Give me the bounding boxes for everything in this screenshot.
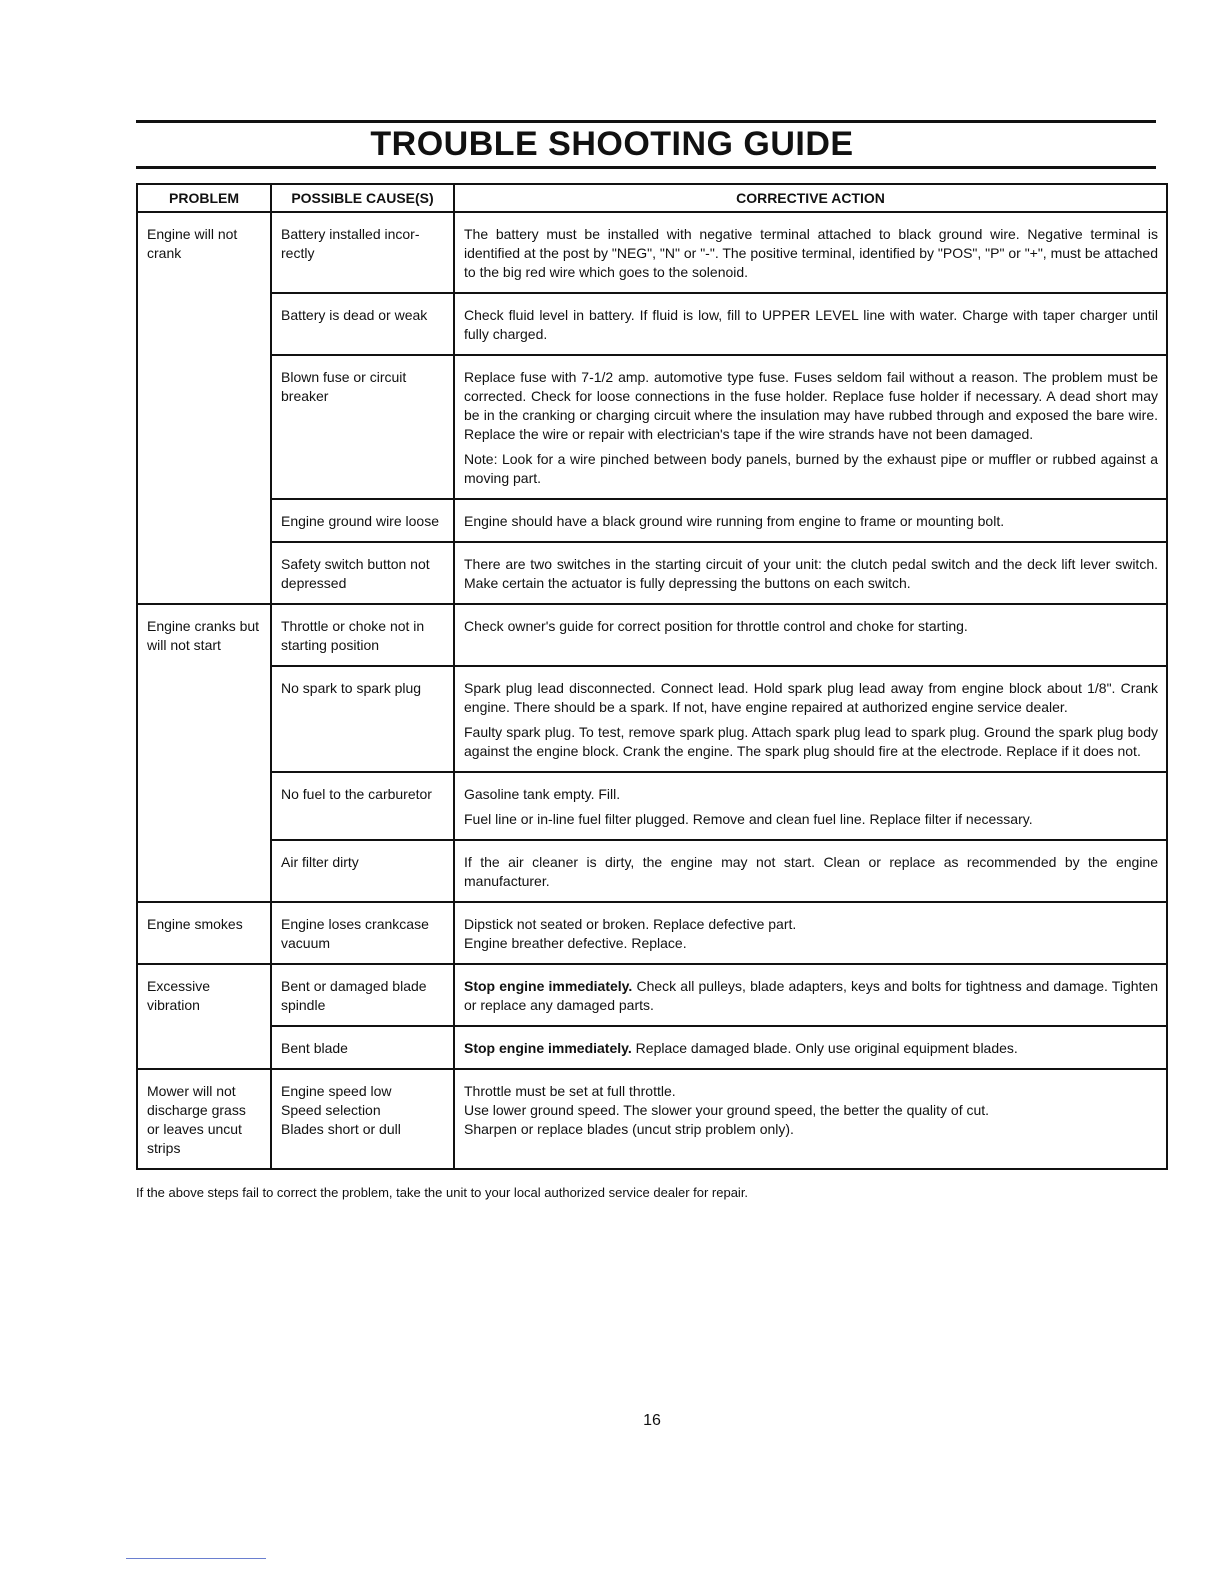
table-row — [137, 1069, 1167, 1169]
cause-cell — [271, 293, 454, 355]
action-paragraph — [464, 853, 1158, 891]
action-cell — [454, 964, 1167, 1026]
action-text: Dipstick not seated or broken. Replace defective part. — [464, 916, 797, 932]
action-cell — [454, 840, 1167, 902]
cause-cell — [271, 772, 454, 840]
action-text: Throttle must be set at full throttle. — [464, 1083, 676, 1099]
troubleshooting-table — [136, 183, 1168, 1170]
header-action: CORRECTIVE ACTION — [454, 184, 1167, 212]
cause-cell — [271, 666, 454, 772]
cause-cell — [271, 1026, 454, 1069]
cause-cell — [271, 355, 454, 499]
action-warning: Stop engine immediately. — [464, 1040, 632, 1056]
action-cell — [454, 1026, 1167, 1069]
cause-cell — [271, 840, 454, 902]
page-content — [136, 183, 1168, 1431]
table-row — [137, 902, 1167, 964]
action-cell — [454, 1069, 1167, 1169]
cause-text: Engine speed low — [281, 1083, 392, 1099]
action-paragraph — [464, 1039, 1158, 1058]
action-text: Spark plug lead disconnected. Connect lead. Hold spark plug lead away from engine block about 1/8". Crank engine. There should be a spark. If not, have engine repaired at authorized engine service dealer. — [464, 680, 1158, 715]
action-paragraph — [464, 1082, 1158, 1101]
action-text: Note: Look for a wire pinched between body panels, burned by the exhaust pipe or muffler or rubbed against a moving part. — [464, 451, 1158, 486]
table-row — [137, 840, 1167, 902]
action-warning: Stop engine immediately. — [464, 978, 633, 994]
table-row — [137, 355, 1167, 499]
action-paragraph — [464, 934, 1158, 953]
problem-cell: Engine cranks but will not start — [137, 604, 271, 902]
action-paragraph — [464, 555, 1158, 593]
problem-cell: Engine smokes — [137, 902, 271, 964]
cause-cell — [271, 604, 454, 666]
cause-text: Bent or damaged blade spindle — [281, 978, 427, 1013]
action-cell — [454, 772, 1167, 840]
table-row — [137, 604, 1167, 666]
action-paragraph — [464, 450, 1158, 488]
cause-text: Throttle or choke not in starting position — [281, 618, 425, 653]
cause-cell — [271, 964, 454, 1026]
page-number: 16 — [643, 1412, 661, 1429]
table-row — [137, 293, 1167, 355]
action-text: Check owner's guide for correct position for throttle control and choke for starting. — [464, 618, 968, 634]
action-paragraph — [464, 1101, 1158, 1120]
cause-cell — [271, 212, 454, 293]
problem-cell: Engine will not crank — [137, 212, 271, 604]
cause-text: Engine loses crankcase vacuum — [281, 916, 429, 951]
cause-text: Bent blade — [281, 1040, 348, 1056]
table-header-row — [137, 184, 1167, 212]
table-row — [137, 1026, 1167, 1069]
action-text: Replace damaged blade. Only use original equipment blades. — [631, 1040, 1018, 1056]
action-text: Engine breather defective. Replace. — [464, 935, 687, 951]
action-paragraph — [464, 723, 1158, 761]
action-paragraph — [464, 225, 1158, 282]
cause-cell — [271, 902, 454, 964]
cause-cell — [271, 499, 454, 542]
table-row — [137, 964, 1167, 1026]
top-rule — [136, 120, 1156, 123]
action-cell — [454, 499, 1167, 542]
action-text: Check fluid level in battery. If fluid is low, fill to UPPER LEVEL line with water. Charge with taper charger until fully charged. — [464, 307, 1158, 342]
table-row — [137, 499, 1167, 542]
action-cell — [454, 542, 1167, 604]
header-cause: POSSIBLE CAUSE(S) — [271, 184, 454, 212]
action-text: Gasoline tank empty. Fill. — [464, 786, 621, 802]
action-cell — [454, 666, 1167, 772]
action-text: If the air cleaner is dirty, the engine may not start. Clean or replace as recommended by the engine manufacturer. — [464, 854, 1158, 889]
footer-note: If the above steps fail to correct the problem, take the unit to your local authorized service dealer for repair. — [136, 1185, 749, 1200]
action-paragraph — [464, 1120, 1158, 1139]
table-row — [137, 666, 1167, 772]
cause-text: No spark to spark plug — [281, 680, 422, 696]
cause-text: No fuel to the carburetor — [281, 786, 432, 802]
table-row — [137, 542, 1167, 604]
cause-text: Air filter dirty — [281, 854, 359, 870]
table-row — [137, 212, 1167, 293]
action-paragraph — [464, 785, 1158, 804]
action-paragraph — [464, 679, 1158, 717]
action-cell — [454, 604, 1167, 666]
action-cell — [454, 293, 1167, 355]
action-paragraph — [464, 617, 1158, 636]
action-paragraph — [464, 306, 1158, 344]
cause-text: Battery installed incor-rectly — [281, 226, 420, 261]
action-paragraph — [464, 810, 1158, 829]
cause-text: Engine ground wire loose — [281, 513, 439, 529]
action-text: Replace fuse with 7-1/2 amp. automotive type fuse. Fuses seldom fail without a reason. The problem must be corrected. Check for loose connections in the fuse holder. Replace fuse holder if necessary. A dead short may be in the cranking or charging circuit where the insulation may have rubbed through and exposed the bare wire. Replace the wire or repair with electrician's tape if the wire strands have not been damaged. — [464, 369, 1158, 442]
action-text: Use lower ground speed. The slower your ground speed, the better the quality of cut. — [464, 1102, 990, 1118]
action-paragraph — [464, 915, 1158, 934]
cause-text: Blown fuse or circuit breaker — [281, 369, 407, 404]
action-text: Faulty spark plug. To test, remove spark plug. Attach spark plug lead to spark plug. Ground the spark plug body against the engine block. Crank the engine. The spark plug should fire at the electrode. Replace if it does not. — [464, 724, 1158, 759]
cause-cell — [271, 542, 454, 604]
cause-text: Battery is dead or weak — [281, 307, 428, 323]
cause-text: Blades short or dull — [281, 1121, 401, 1137]
title-rule — [136, 166, 1156, 169]
table-row — [137, 772, 1167, 840]
header-problem: PROBLEM — [137, 184, 271, 212]
action-text: Check all pulleys, blade adapters, keys and bolts for tightness and damage. Tighten or replace any damaged parts. — [464, 978, 1158, 1013]
problem-cell: Excessive vibration — [137, 964, 271, 1069]
action-text: Engine should have a black ground wire running from engine to frame or mounting bolt. — [464, 513, 1005, 529]
action-text: There are two switches in the starting circuit of your unit: the clutch pedal switch and the deck lift lever switch. Make certain the actuator is fully depressing the buttons on each switch. — [464, 556, 1158, 591]
page-title: TROUBLE SHOOTING GUIDE — [370, 125, 854, 163]
cause-cell — [271, 1069, 454, 1169]
footnote-rule — [126, 1558, 266, 1559]
action-text: Fuel line or in-line fuel filter plugged. Remove and clean fuel line. Replace filter if necessary. — [464, 811, 1033, 827]
action-cell — [454, 902, 1167, 964]
table-body — [137, 212, 1167, 1169]
action-text: The battery must be installed with negative terminal attached to black ground wire. Negative terminal is identified at the post by "NEG", "N" or "-". The positive terminal, identified by "POS", "P" or "+", must be attached to the big red wire which goes to the solenoid. — [464, 226, 1158, 280]
action-paragraph — [464, 368, 1158, 444]
cause-text: Speed selection — [281, 1102, 381, 1118]
action-paragraph — [464, 977, 1158, 1015]
problem-cell: Mower will not discharge grass or leaves uncut strips — [137, 1069, 271, 1169]
action-cell — [454, 355, 1167, 499]
action-text: Sharpen or replace blades (uncut strip problem only). — [464, 1121, 794, 1137]
cause-text: Safety switch button not depressed — [281, 556, 430, 591]
action-cell — [454, 212, 1167, 293]
action-paragraph — [464, 512, 1158, 531]
